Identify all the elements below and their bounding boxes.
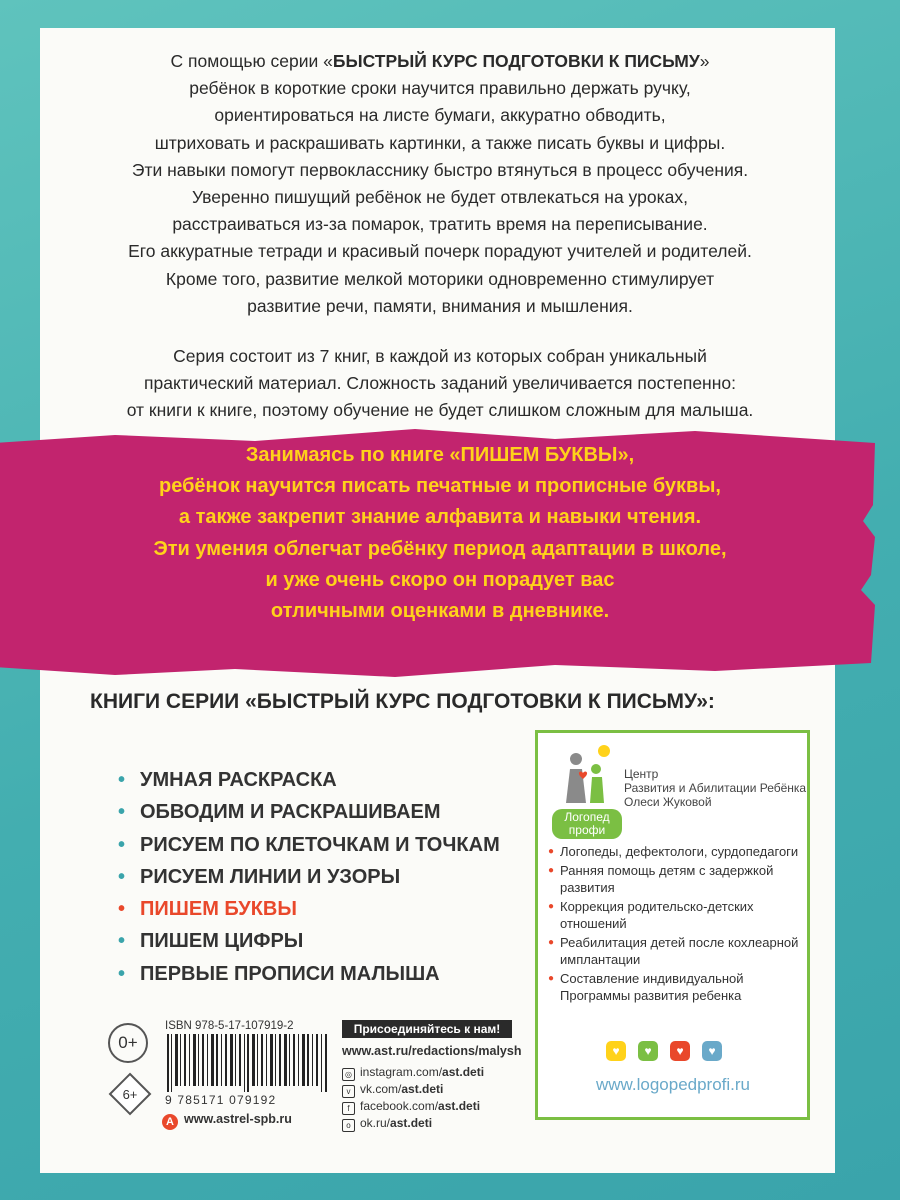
- publisher-logo-icon: А: [162, 1114, 178, 1130]
- social-link-instagram[interactable]: ◎ instagram.com/ast.deti: [342, 1064, 484, 1081]
- book-item-current: • ПИШЕМ БУКВЫ: [118, 894, 500, 926]
- heart-icon: ♥: [702, 1041, 722, 1061]
- services-list: [548, 843, 803, 1006]
- bullet-icon: •: [118, 962, 126, 985]
- highlight-text: Занимаясь по книге «ПИШЕМ БУКВЫ», ребёнок научится писать печатные и прописные буквы, а также закрепит знание алфавита и навыки чтения. Эти умения облегчат ребёнку период адаптации в школе, и уже очень скоро он порадует вас отличными оценками в дневнике.: [153, 444, 727, 623]
- age-rating-badge-6: [108, 1072, 152, 1116]
- series-name: БЫСТРЫЙ КУРС ПОДГОТОВКИ К ПИСЬМУ: [332, 51, 700, 71]
- intro-text: [60, 48, 820, 448]
- instagram-icon: ◎: [342, 1068, 355, 1081]
- bullet-icon: •: [118, 898, 126, 921]
- barcode-icon: [165, 1034, 335, 1092]
- bullet-icon: •: [118, 833, 126, 856]
- service-item: ● Ранняя помощь детям с задержкой развития: [548, 862, 803, 896]
- social-links: [342, 1064, 484, 1132]
- book-item: • ПИШЕМ ЦИФРЫ: [118, 926, 500, 958]
- isbn: ISBN 978-5-17-107919-2: [165, 1020, 294, 1032]
- vk-icon: v: [342, 1085, 355, 1098]
- service-item: ● Логопеды, дефектологи, сурдопедагоги: [548, 843, 803, 860]
- center-title: Центр Развития и Абилитации Ребёнка Олеси Жуковой: [624, 767, 807, 809]
- ast-website-link[interactable]: www.ast.ru/redactions/malysh: [342, 1044, 522, 1058]
- book-item: • ОБВОДИМ И РАСКРАШИВАЕМ: [118, 797, 500, 829]
- family-logo-icon: [552, 741, 622, 807]
- book-item: • РИСУЕМ ЛИНИИ И УЗОРЫ: [118, 862, 500, 894]
- ok-icon: o: [342, 1119, 355, 1132]
- book-item: • РИСУЕМ ПО КЛЕТОЧКАМ И ТОЧКАМ: [118, 830, 500, 862]
- social-link-vk[interactable]: v vk.com/ast.deti: [342, 1081, 484, 1098]
- logoped-url[interactable]: www.logopedprofi.ru: [595, 1075, 751, 1094]
- svg-text:6+: 6+: [122, 1087, 138, 1102]
- barcode-digits: 9 785171 079192: [165, 1093, 277, 1107]
- age-rating-badge: 0+: [108, 1023, 148, 1063]
- heart-icon: ♥: [670, 1041, 690, 1061]
- bullet-icon: •: [118, 769, 126, 791]
- bullet-icon: •: [118, 865, 126, 888]
- publisher-link[interactable]: А www.astrel-spb.ru: [162, 1112, 292, 1130]
- intro-paragraph-2: Серия состоит из 7 книг, в каждой из которых собран уникальный практический материал. Сложность заданий увеличивается постепенно: от книги к книге, поэтому обучение не будет слишком сложным для малыша.: [126, 346, 754, 421]
- social-link-facebook[interactable]: f facebook.com/ast.deti: [342, 1098, 484, 1115]
- series-title: КНИГИ СЕРИИ «БЫСТРЫЙ КУРС ПОДГОТОВКИ К ПИСЬМУ»:: [90, 690, 715, 713]
- heart-icon: ♥: [606, 1041, 626, 1061]
- logoped-ad-card: [535, 730, 810, 1120]
- bullet-icon: •: [118, 930, 126, 953]
- book-item: • ПЕРВЫЕ ПРОПИСИ МАЛЫША: [118, 959, 500, 991]
- service-item: ● Коррекция родительско-детских отношений: [548, 898, 803, 932]
- service-item: ● Реабилитация детей после кохлеарной имплантации: [548, 934, 803, 968]
- intro-paragraph-1: С помощью серии «БЫСТРЫЙ КУРС ПОДГОТОВКИ К ПИСЬМУ» ребёнок в короткие сроки научится правильно держать ручку, ориентироваться на листе бумаги, аккуратно обводить, штриховать и раскрашивать картинки, а также писать буквы и цифры. Эти навыки помогут первокласснику быстро втянуться в процесс обучения. Уверенно пишущий ребёнок не будет отвлекаться на уроках, расстраиваться из-за помарок, тратить время на переписывание. Его аккуратные тетради и красивый почерк порадуют учителей и родителей. Кроме того, развитие мелкой моторики одновременно стимулирует развитие речи, памяти, внимания и мышления.: [128, 51, 752, 316]
- bullet-icon: •: [118, 801, 126, 824]
- heart-icon: ♥: [638, 1041, 658, 1061]
- service-item: ● Составление индивидуальной Программы развития ребенка: [548, 970, 803, 1004]
- logo-label: Логопед профи: [552, 809, 622, 839]
- book-item: • УМНАЯ РАСКРАСКА: [118, 765, 500, 797]
- facebook-icon: f: [342, 1102, 355, 1115]
- heart-icons: [606, 1041, 722, 1061]
- join-us-banner: Присоединяйтесь к нам!: [342, 1020, 512, 1038]
- series-book-list: [118, 765, 500, 991]
- social-link-ok[interactable]: o ok.ru/ast.deti: [342, 1115, 484, 1132]
